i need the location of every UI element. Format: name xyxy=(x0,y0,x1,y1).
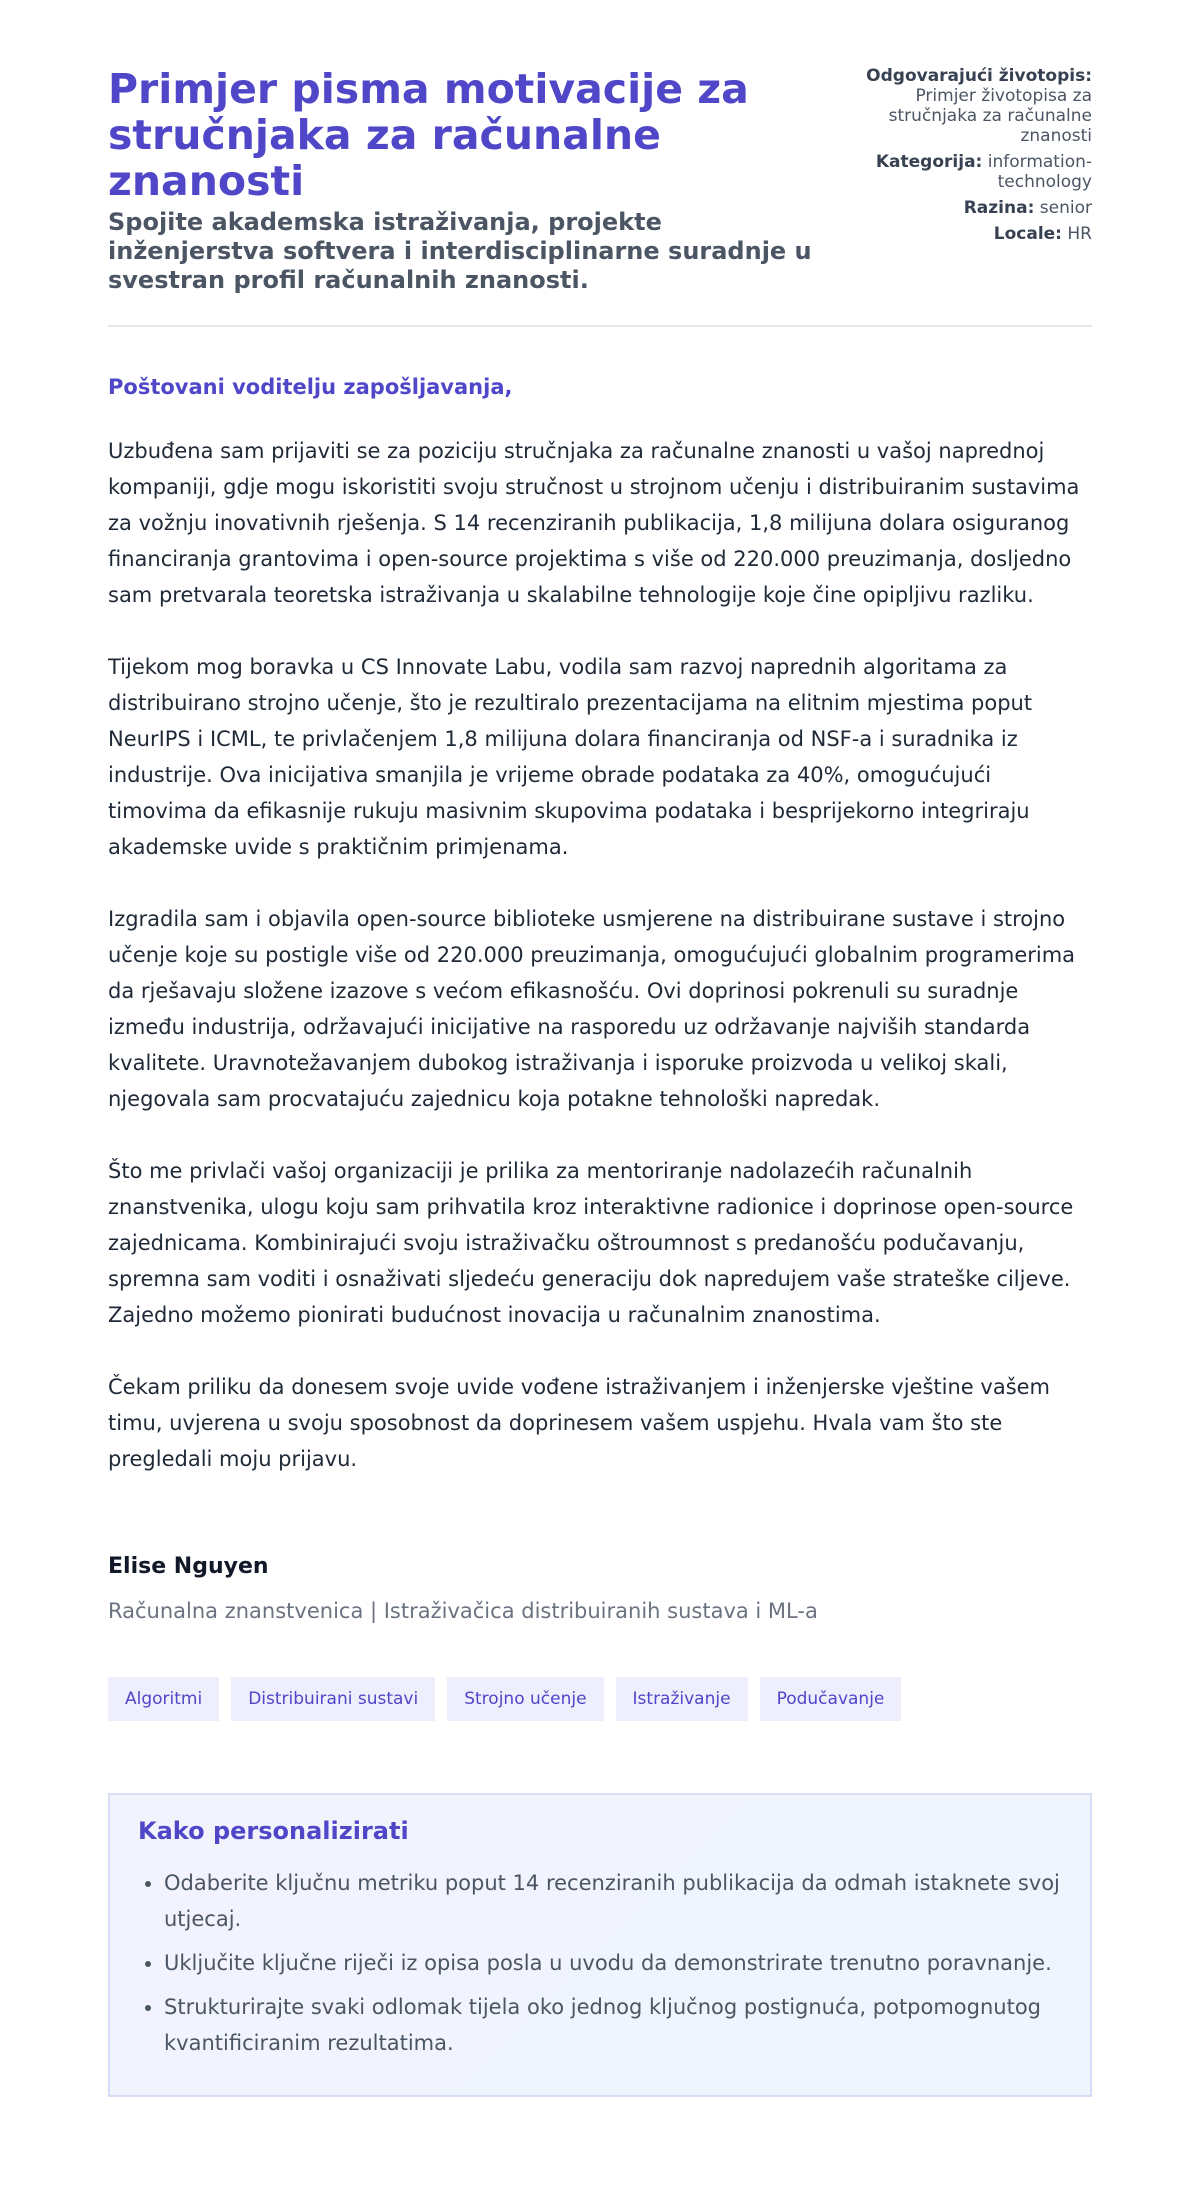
skill-tag: Algoritmi xyxy=(108,1677,219,1721)
letter-paragraph: Čekam priliku da donesem svoje uvide vođene istraživanjem i inženjerske vještine vašem timu, uvjerena u svoju sposobnost da doprinesem vašem uspjehu. Hvala vam što ste pregledali moju prijavu. xyxy=(108,1375,1051,1471)
meta-locale-label: Locale: xyxy=(993,224,1062,244)
skill-tag: Podučavanje xyxy=(760,1677,902,1721)
tip-item: • Odaberite ključnu metriku poput 14 recenziranih publikacija da odmah istaknete svoj utjecaj. xyxy=(164,1865,1062,1937)
letter-paragraph: Tijekom mog boravka u CS Innovate Labu, vodila sam razvoj naprednih algoritama za distribuirano strojno učenje, što je rezultiralo prezentacijama na elitnim mjestima poput NeurIPS i ICML, te privlačenjem 1,8 milijuna dolara financiranja od NSF-a i suradnika iz industrije. Ova inicijativa smanjila je vrijeme obrade podataka za 40%, omogućujući timovima da efikasnije rukuju masivnim skupovima podataka i besprijekorno integriraju akademske uvide s praktičnim primjenama. xyxy=(108,655,1033,859)
signature-name: Elise Nguyen xyxy=(108,1554,269,1579)
skill-tag: Strojno učenje xyxy=(447,1677,603,1721)
meta-resume-label: Odgovarajući životopis: xyxy=(866,66,1092,86)
letter-paragraph: Izgradila sam i objavila open-source biblioteke usmjerene na distribuirane sustave i strojno učenje koje su postigle više od 220.000 preuzimanja, omogućujući globalnim programerima da rješavaju složene izazove s većom efikasnošću. Ovi doprinosi pokrenuli su suradnje između industrija, održavajući inicijative na rasporedu uz održavanje najviših standarda kvalitete. Uravnotežavanjem dubokog istraživanja i isporuke proizvoda u velikoj skali, njegovala sam procvatajuću zajednicu koja potakne tehnološki napredak. xyxy=(108,907,1076,1111)
tips-title: Kako personalizirati xyxy=(138,1817,409,1845)
personalization-tips xyxy=(108,1793,1092,2097)
tip-item: • Uključite ključne riječi iz opisa posla u uvodu da demonstrirate trenutno poravnanje. xyxy=(164,1945,1062,1981)
tips-list xyxy=(138,1865,1062,2061)
meta-category xyxy=(842,152,1092,192)
skill-tags xyxy=(108,1677,1092,1721)
letter-paragraph: Što me privlači vašoj organizaciji je prilika za mentoriranje nadolazećih računalnih znanstvenika, ulogu koju sam prihvatila kroz interaktivne radionice i doprinose open-source zajednicama. Kombinirajući svoju istraživačku oštroumnost s predanošću podučavanju, spremna sam voditi i osnaživati sljedeću generaciju dok napredujem vaše strateške ciljeve. Zajedno možemo pionirati budućnost inovacija u računalnim znanostima. xyxy=(108,1159,1074,1327)
meta-panel xyxy=(842,66,1092,250)
letter-paragraph: Uzbuđena sam prijaviti se za poziciju stručnjaka za računalne znanosti u vašoj naprednoj kompaniji, gdje mogu iskoristiti svoju stručnost u strojnom učenju i distribuiranim sustavima za vožnju inovativnih rješenja. S 14 recenziranih publikacija, 1,8 milijuna dolara osiguranog financiranja grantovima i open-source projektima s više od 220.000 preuzimanja, dosljedno sam pretvarala teoretska istraživanja u skalabilne tehnologije koje čine opipljivu razliku. xyxy=(108,439,1080,607)
skill-tag: Distribuirani sustavi xyxy=(231,1677,435,1721)
meta-resume-value: Primjer životopisa za stručnjaka za računalne znanosti xyxy=(888,86,1092,146)
meta-locale xyxy=(842,224,1092,244)
meta-locale-value: HR xyxy=(1067,224,1092,244)
title-block xyxy=(108,66,828,295)
meta-level-value: senior xyxy=(1039,198,1092,218)
skill-tag: Istraživanje xyxy=(616,1677,748,1721)
page-header xyxy=(108,66,1092,327)
signature-title: Računalna znanstvenica | Istraživačica distribuiranih sustava i ML-a xyxy=(108,1599,818,1623)
tip-item: • Strukturirajte svaki odlomak tijela oko jednog ključnog postignuća, potpomognutog kvantificiranim rezultatima. xyxy=(164,1989,1062,2061)
page-title: Primjer pisma motivacije za stručnjaka za računalne znanosti xyxy=(108,65,749,205)
salutation: Poštovani voditelju zapošljavanja, xyxy=(108,375,513,399)
page-subtitle: Spojite akademska istraživanja, projekte inženjerstva softvera i interdisciplinarne suradnje u svestran profil računalnih znanosti. xyxy=(108,208,812,294)
letter-body xyxy=(108,327,1092,1477)
meta-category-value: information-technology xyxy=(987,152,1092,192)
meta-category-label: Kategorija: xyxy=(875,152,983,172)
signature-block xyxy=(108,1513,1092,1625)
meta-level-label: Razina: xyxy=(963,198,1035,218)
meta-resume xyxy=(842,66,1092,146)
meta-level xyxy=(842,198,1092,218)
